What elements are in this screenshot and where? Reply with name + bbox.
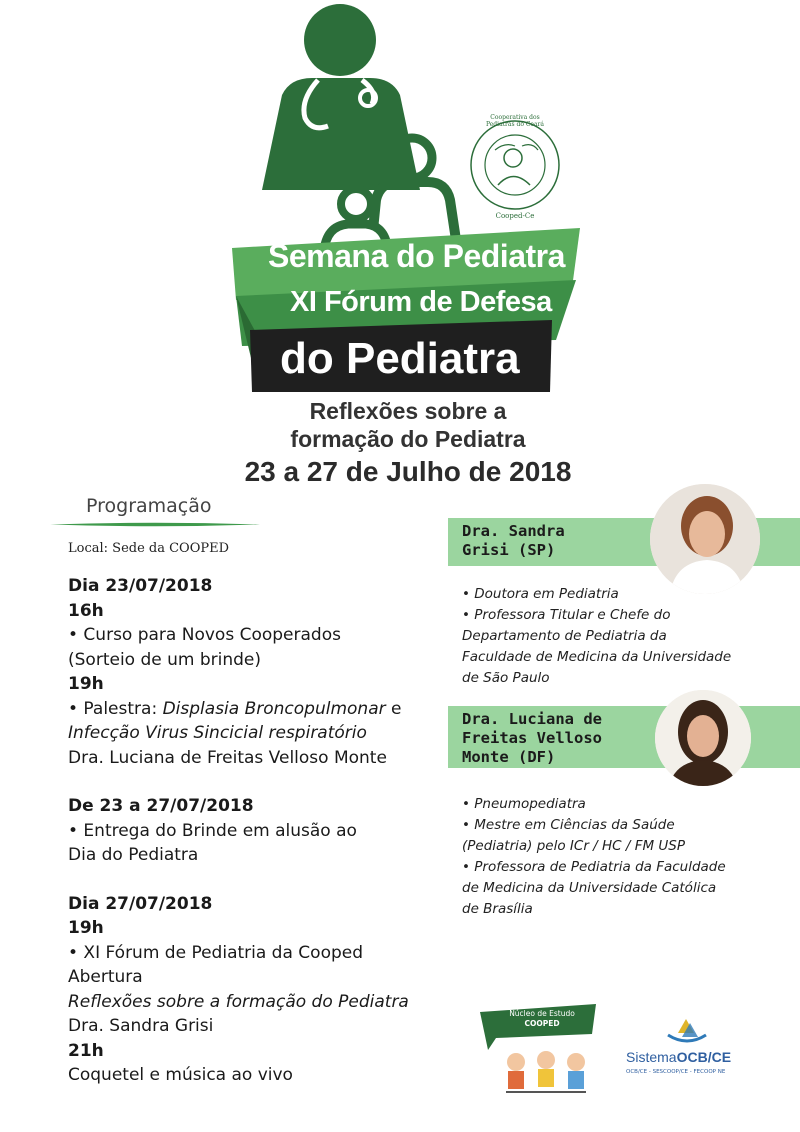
event-title-line1: Semana do Pediatra <box>268 238 565 274</box>
bio-line: Faculdade de Medicina da Universidade <box>462 649 732 665</box>
day-heading: De 23 a 27/07/2018 <box>68 796 254 816</box>
speaker1-photo <box>650 484 760 594</box>
location-text: Local: Sede da COOPED <box>68 541 230 556</box>
speaker-name: Dra. Luciana de Freitas Velloso Monte <box>68 747 387 768</box>
event-title-line3: do Pediatra <box>280 334 520 383</box>
sistema-ocb-logo <box>622 1015 752 1085</box>
day-heading: Dia 23/07/2018 <box>68 576 213 596</box>
speaker2-name: Dra. Luciana de Freitas Velloso Monte (DF) <box>462 710 602 766</box>
time-label: 16h <box>68 600 104 621</box>
child-head-icon <box>341 189 371 219</box>
speaker2-bio <box>462 794 792 920</box>
schedule-item: Coquetel e música ao vivo <box>68 1065 293 1085</box>
schedule-item: • Entrega do Brinde em alusão ao <box>68 820 357 841</box>
conjunction: e <box>385 698 402 719</box>
day-heading: Dia 27/07/2018 <box>68 893 213 914</box>
bio-line: • Professora de Pediatria da Faculdade <box>462 859 726 875</box>
lecture-title: Infecção Virus Sincicial respiratório <box>68 723 367 743</box>
seal-text: Cooperativa dos Pediatras do Ceará <box>485 114 545 128</box>
bio-line: de São Paulo <box>462 670 550 686</box>
schedule-item: • Curso para Novos Cooperados <box>68 625 341 645</box>
bio-line: de Brasília <box>462 901 533 917</box>
bio-line: de Medicina da Universidade Católica <box>462 880 717 896</box>
bio-line: • Pneumopediatra <box>462 796 586 812</box>
nucleo-label-line1: Núcleo de Estudo <box>509 1009 575 1018</box>
speaker-name: Dra. Sandra Grisi <box>68 1016 214 1036</box>
program-title: Programação <box>86 495 212 517</box>
event-title-line2: XI Fórum de Defesa <box>290 286 552 318</box>
schedule-item: Abertura <box>68 967 143 987</box>
bio-line: Departamento de Pediatria da <box>462 628 667 644</box>
subtitle-line1: Reflexões sobre a <box>309 398 507 424</box>
ocb-prefix: Sistema <box>626 1049 677 1065</box>
program-underline <box>50 522 260 527</box>
schedule-item: Dia do Pediatra <box>68 845 199 865</box>
lecture-title: Reflexões sobre a formação do Pediatra <box>68 991 409 1012</box>
ocb-brand: OCB/CE <box>676 1049 732 1065</box>
speaker1-bio <box>462 584 792 689</box>
speaker2-photo <box>655 690 751 786</box>
schedule-item <box>68 697 448 722</box>
time-label: 21h <box>68 1040 104 1061</box>
seal-subtext: Cooped-Ce <box>495 212 535 220</box>
bio-line: • Doutora em Pediatria <box>462 586 619 602</box>
event-dates: 23 a 27 de Julho de 2018 <box>244 456 572 487</box>
bio-line: • Professora Titular e Chefe do <box>462 607 671 623</box>
bio-line: (Pediatria) pelo ICr / HC / FM USP <box>462 838 686 854</box>
cooped-seal-logo <box>471 121 559 209</box>
ocb-subtext: OCB/CE - SESCOOP/CE - FECOOP NE <box>626 1069 726 1075</box>
schedule-item-prefix: • Palestra: <box>68 698 163 719</box>
doctor-head-icon <box>304 4 376 76</box>
schedule-item: • XI Fórum de Pediatria da Cooped <box>68 942 364 963</box>
nucleo-label-line2: COOPED <box>524 1019 560 1028</box>
time-label: 19h <box>68 674 104 694</box>
schedule-item: (Sorteio de um brinde) <box>68 649 262 670</box>
speaker1-name: Dra. Sandra Grisi (SP) <box>462 522 565 559</box>
subtitle-line2: formação do Pediatra <box>290 426 526 452</box>
schedule <box>68 574 448 1088</box>
time-label: 19h <box>68 918 104 938</box>
lecture-title: Displasia Broncopulmonar <box>162 698 386 719</box>
bio-line: • Mestre em Ciências da Saúde <box>462 817 675 833</box>
ocb-emblem-icon <box>622 1015 752 1051</box>
